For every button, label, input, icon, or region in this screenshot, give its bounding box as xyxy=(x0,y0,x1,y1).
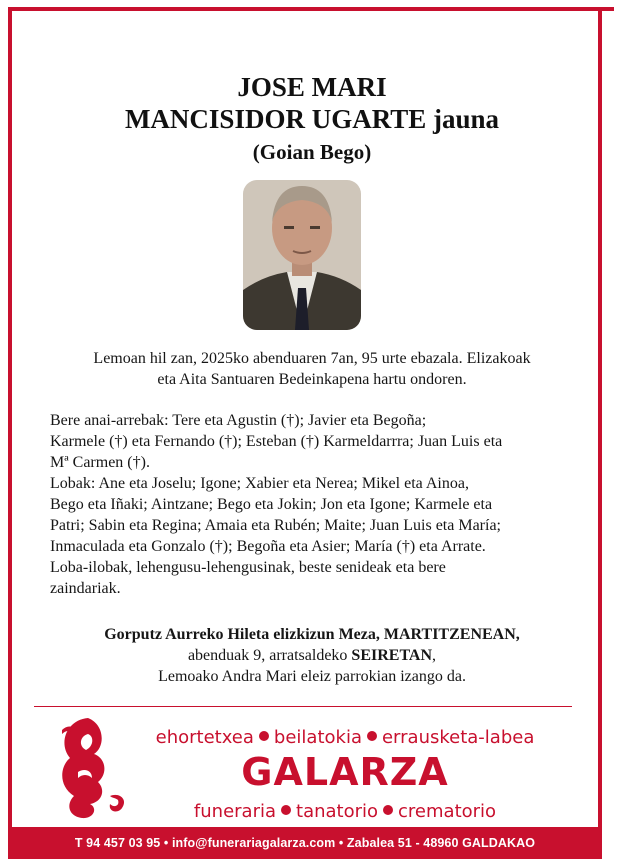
death-notice-intro xyxy=(30,348,594,390)
ceremony-line-2 xyxy=(30,645,594,666)
ceremony-line-1: Gorputz Aurreko Hileta elizkizun Meza, MARTITZENEAN, xyxy=(104,626,520,643)
family-line: Bego eta Iñaki; Aintzane; Bego eta Jokin; Jon eta Igone; Karmele eta xyxy=(50,496,493,513)
family-line: zaindariak. xyxy=(50,580,121,597)
deceased-portrait xyxy=(243,180,361,330)
family-line: Inmaculada eta Gonzalo (†); Begoña eta Asier; María (†) eta Arrate. xyxy=(50,538,486,555)
family-line: Mª Carmen (†). xyxy=(50,454,150,471)
services-basque xyxy=(130,727,560,748)
family-list xyxy=(50,410,580,599)
family-line: Loba-ilobak, lehengusu-lehengusinak, beste senideak eta bere xyxy=(50,559,446,576)
family-line: Karmele (†) eta Fernando (†); Esteban (†) Karmeldarrra; Juan Luis eta xyxy=(50,433,503,450)
bullet-dot-icon xyxy=(281,805,291,815)
bullet-dot-icon xyxy=(383,805,393,815)
funeral-home-name: GALARZA xyxy=(241,750,449,794)
contact-bar xyxy=(8,827,602,859)
footer-divider xyxy=(34,706,572,707)
family-line: Patri; Sabin eta Regina; Amaia eta Rubén; Maite; Juan Luis eta María; xyxy=(50,517,501,534)
goian-bego-line: (Goian Bego) xyxy=(252,140,372,164)
service-funeraria: funeraria xyxy=(193,801,277,822)
family-line: Bere anai-arrebak: Tere eta Agustin (†); Javier eta Begoña; xyxy=(50,412,427,429)
bullet-dot-icon xyxy=(259,731,269,741)
frame-right-border xyxy=(598,7,602,827)
deceased-surnames: MANCISIDOR UGARTE jauna xyxy=(124,104,500,134)
service-errausketa-labea: errausketa-labea xyxy=(381,727,535,748)
service-ehortetxea: ehortetxea xyxy=(155,727,254,748)
frame-left-border xyxy=(8,7,12,827)
ceremony-time: SEIRETAN xyxy=(351,647,433,664)
bullet-dot-icon xyxy=(367,731,377,741)
contact-info: T 94 457 03 95 • info@funerariagalarza.com • Zabalea 51 - 48960 GALDAKAO xyxy=(74,836,536,850)
service-beilatokia: beilatokia xyxy=(273,727,362,748)
frame-top-border xyxy=(8,7,614,11)
service-tanatorio: tanatorio xyxy=(296,801,379,822)
ceremony-line-3: Lemoako Andra Mari eleiz parrokian izango da. xyxy=(158,668,466,685)
family-line: Lobak: Ane eta Joselu; Igone; Xabier eta Nerea; Mikel eta Ainoa, xyxy=(50,475,469,492)
ceremony-comma: , xyxy=(432,647,437,664)
services-spanish xyxy=(130,801,560,822)
intro-line: Lemoan hil zan, 2025ko abenduaren 7an, 95 urte ebazala. Elizakoak xyxy=(93,350,531,367)
intro-line: eta Aita Santuaren Bedeinkapena hartu ondoren. xyxy=(157,371,467,388)
galarza-logo xyxy=(48,712,130,822)
service-crematorio: crematorio xyxy=(398,801,497,822)
ceremony-date: abenduak 9, arratsaldeko xyxy=(187,647,352,664)
ceremony-announcement xyxy=(30,624,594,687)
deceased-first-name: JOSE MARI xyxy=(237,72,387,102)
